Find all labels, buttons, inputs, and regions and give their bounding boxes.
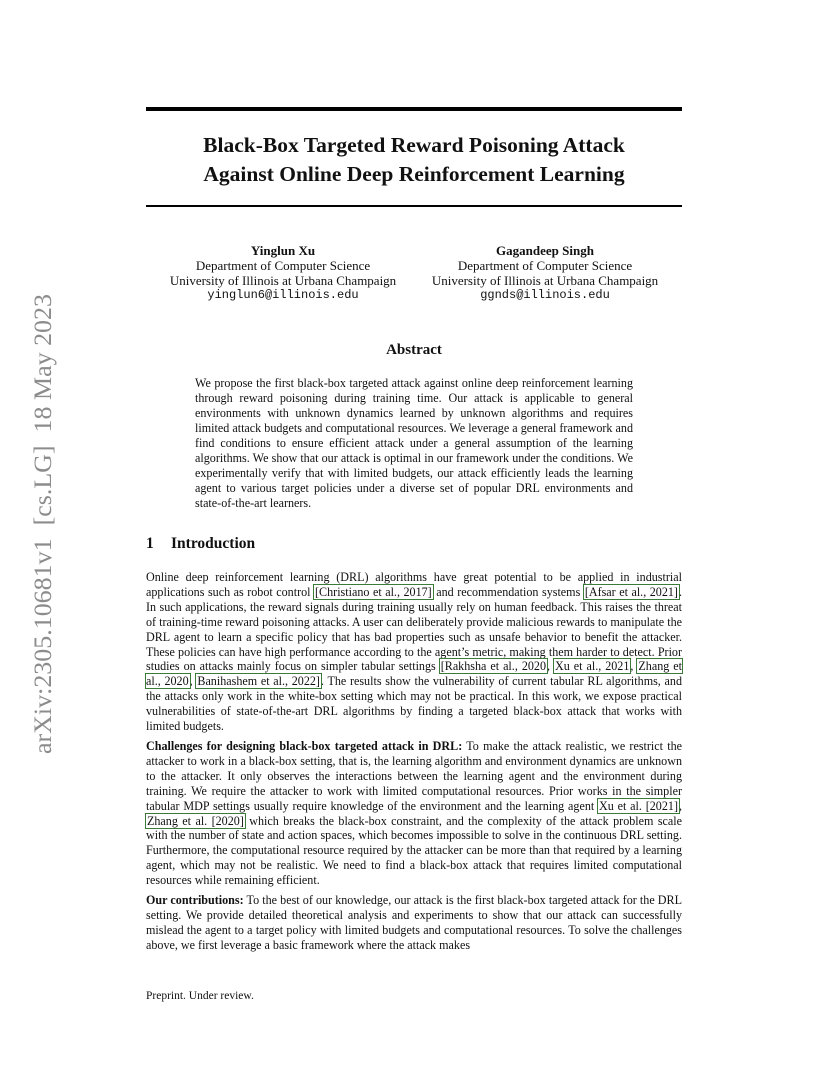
title-line: Against Online Deep Reinforcement Learning [203, 162, 625, 186]
citation-link[interactable]: Banihashem et al., 2022] [197, 674, 320, 689]
author-block [152, 243, 414, 303]
intro-paragraph: Online deep reinforcement learning (DRL) algorithms have great potential to be applied in industrial applications such as robot control [Christiano et al., 2017] and recommendation systems [Afsar et al., 2021]. In such applications, the reward signals during training usually rely on human feedback. This raises the threat of training-time reward poisoning attacks. A user can deliberately provide malicious rewards to manipulate the DRL agent to learn a specific policy that has bad properties such as unsafe behavior to benefit the attacker. These policies can have high performance according to the agent’s metric, making them harder to detect. Prior studies on attacks mainly focus on simpler tabular settings [Rakhsha et al., 2020, Xu et al., 2021, Zhang et al., 2020, Banihashem et al., 2022]. The results show the vulnerability of current tabular RL algorithms, and the attacks only work in the white-box setting which may not be practical. In this work, we expose practical vulnerabilities of state-of-the-art DRL algorithms by finding a targeted black-box attack that works with limited budgets. [146, 570, 683, 734]
author-email[interactable]: yinglun6@illinois.edu [207, 288, 359, 302]
citation-link[interactable]: [Rakhsha et al., 2020 [440, 659, 547, 674]
paragraph-text: To the best of our knowledge, our attack is the first black-box targeted attack for the DRL setting. We provide detailed theoretical analysis and experiments to show that our attack can successfully mislead the agent to a target policy with limited budgets and computational resources. To solve the challenges above, we first leverage a basic framework where the attack makes [146, 893, 682, 952]
intro-paragraph [146, 739, 682, 888]
section-number: 1 [146, 535, 154, 552]
section-heading [146, 535, 255, 553]
paragraph-lead: Our contributions: [146, 893, 244, 908]
citation-link[interactable]: Zhang et al., 2020 [146, 659, 683, 689]
citation-link[interactable]: Xu et al. [2021] [599, 798, 678, 813]
section-title: Introduction [171, 535, 256, 552]
author-university: University of Illinois at Urbana Champaign [169, 273, 397, 288]
arxiv-stamp [17, 292, 61, 756]
footer-note: Preprint. Under review. [146, 990, 254, 1002]
title-bottom-rule [146, 205, 682, 207]
citation-link[interactable]: Xu et al., 2021 [555, 659, 630, 674]
author-department: Department of Computer Science [457, 258, 633, 273]
abstract-text: We propose the first black-box targeted attack against online deep reinforcement learning through reward poisoning during training time. Our attack is applicable to general environments with unknown dynamics learned by unknown algorithms and requires limited attack budgets and computational resources. We leverage a general framework and find conditions to ensure efficient attack under a general assumption of the learning algorithms. We show that our attack is optimal in our framework under the conditions. We experimentally verify that with limited budgets, our attack efficiently leads the learning agent to various target policies under a diverse set of popular DRL environments and state-of-the-art learners. [195, 376, 633, 510]
paper-title [146, 131, 682, 189]
introduction-body [146, 570, 682, 958]
intro-paragraph [146, 893, 682, 953]
paragraph-lead: Challenges for designing black-box targeted attack in DRL: [146, 738, 463, 753]
author-name: Yinglun Xu [250, 243, 316, 258]
author-university: University of Illinois at Urbana Champaign [431, 273, 659, 288]
title-top-rule [146, 107, 682, 111]
citation-link[interactable]: [Christiano et al., 2017] [315, 584, 432, 599]
author-name: Gagandeep Singh [496, 243, 594, 258]
author-block [414, 243, 676, 303]
paragraph-text: To make the attack realistic, we restrict the attacker to work in a black-box setting, that is, the learning algorithm and environment dynamics are unknown to the attacker. It only observes the interactions between the learning agent and the environment during training. We require the attacker to work with limited computational resources. Prior works in the simpler tabular MDP settings usually require knowledge of the environment and the learning agent Xu et al. [2021], Zhang et al. [2020] which breaks the black-box constraint, and the complexity of the attack problem scale with the number of state and action spaces, which becomes impossible to solve in the continuous DRL setting. Furthermore, the computational resource required by the attacker can be more than that required by a learning agent, which may not be realistic. We need to find a black-box attack that requires limited computational resources while remaining efficient. [146, 738, 683, 888]
abstract-heading: Abstract [386, 342, 442, 358]
author-department: Department of Computer Science [195, 258, 371, 273]
title-line: Black-Box Targeted Reward Poisoning Attack [203, 133, 625, 157]
citation-link[interactable]: [Afsar et al., 2021] [584, 584, 678, 599]
arxiv-stamp-text: arXiv:2305.10681v1 [cs.LG] 18 May 2023 [28, 302, 57, 754]
citation-link[interactable]: Zhang et al. [2020] [147, 813, 244, 828]
author-email[interactable]: ggnds@illinois.edu [480, 288, 610, 302]
